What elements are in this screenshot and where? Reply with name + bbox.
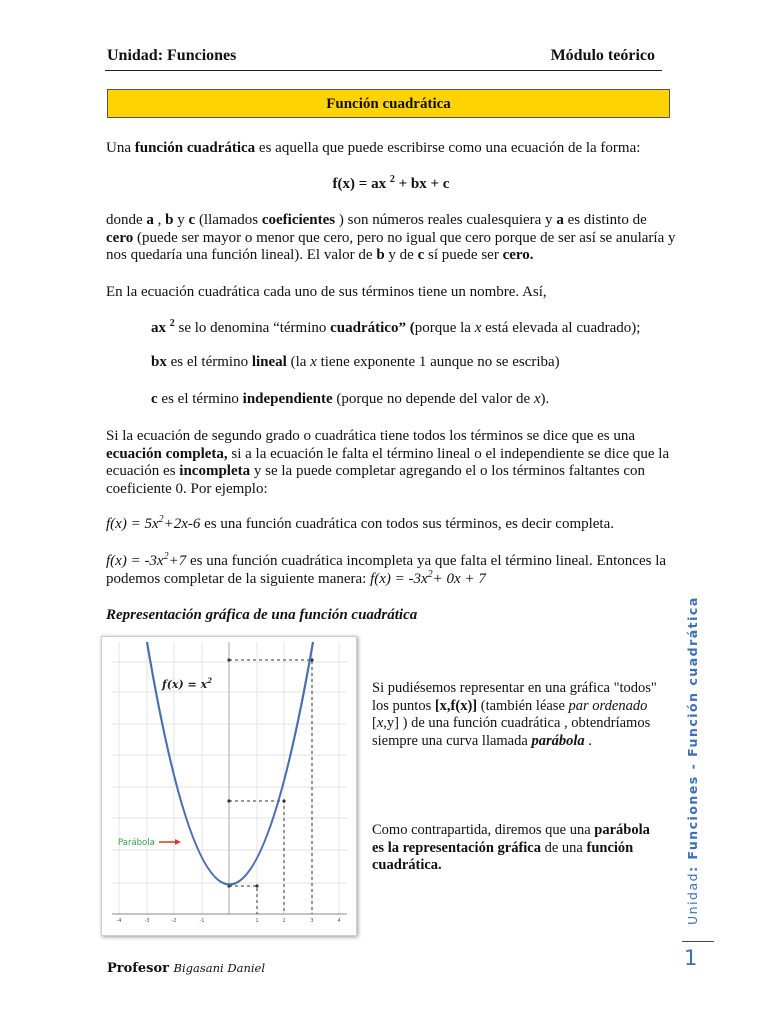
terms-intro: En la ecuación cuadrática cada uno de sus términos tiene un nombre. Así, (106, 284, 547, 300)
svg-text:-1: -1 (199, 918, 205, 924)
term-linear: bx es el término lineal (la x tiene exponente 1 aunque no se escriba) (151, 354, 560, 370)
author-signature: Bigasani Daniel (173, 961, 266, 975)
example-incomplete: $f(x) = -3x^2+7$ es una función cuadrática incompleta ya que falta el término lineal. Entonces la podemos completar de la siguiente manera: $f(x) = -3x^2+ 0x + 7$ (106, 551, 667, 587)
header-unit: Unidad: Funciones (107, 47, 237, 64)
footer-author: Profesor Bigasani Daniel (107, 961, 266, 976)
section-title: Función cuadrática (107, 89, 670, 118)
svg-text:3: 3 (310, 918, 314, 924)
vertical-unit-label: Unidad: Funciones - Función cuadrática (685, 596, 700, 925)
svg-text:4: 4 (337, 918, 341, 924)
parabola-graph-svg (102, 637, 356, 935)
header-module: Módulo teórico (550, 47, 655, 64)
graph-section-heading: Representación gráfica de una función cuadrática (106, 607, 418, 623)
page-number-divider (682, 941, 714, 942)
page-number: 1 (684, 946, 698, 970)
parabola-definition: Como contrapartida, diremos que una parábola es la representación gráfica de una función cuadrática. (372, 822, 650, 873)
points-explanation: Si pudiésemos representar en una gráfica "todos" los puntos [x,f(x)] (también léase par ordenado [x,y] ) de una función cuadrática , obtendríamos siempre una curva llamada parábola . (372, 680, 657, 749)
svg-text:-3: -3 (144, 918, 150, 924)
example-complete: $f(x) = 5x^2+2x-6$ es una función cuadrática con todos sus términos, es decir completa. (106, 514, 615, 532)
svg-text:-2: -2 (171, 918, 177, 924)
intro-paragraph: Una función cuadrática es aquella que puede escribirse como una ecuación de la forma: (106, 140, 641, 156)
parabola-arrow-head (175, 839, 181, 845)
term-independent: c es el término independiente (porque no depende del valor de x). (151, 391, 550, 407)
svg-text:2: 2 (282, 918, 286, 924)
coefficients-paragraph: donde a , b y c (llamados coeficientes ) son números reales cualesquiera y a es distinto de cero (puede ser mayor o menor que cero, pero no igual que cero porque de ser así se anularía y nos quedaría una función lineal). El valor de b y de c sí puede ser cero. (106, 212, 676, 263)
function-label: $f(x) = x^2$ (162, 676, 213, 691)
svg-text:1: 1 (255, 918, 259, 924)
complete-incomplete-paragraph: Si la ecuación de segundo grado o cuadrática tiene todos los términos se dice que es una ecuación completa, si a la ecuación le falta el término lineal o el independiente se dice que la ecuación es incompleta y se la puede completar agregando el o los términos faltantes con coeficiente 0. Por ejemplo: (106, 428, 670, 497)
parabola-graph (101, 636, 357, 936)
parabola-label: Parábola (118, 838, 155, 848)
svg-text:-4: -4 (116, 918, 122, 924)
header-divider (105, 70, 662, 71)
term-quadratic: ax $^2$ se lo denomina “término cuadrático” (porque la x está elevada al cuadrado); (151, 318, 641, 336)
general-formula: f(x) = ax $^2$ + bx + c (332, 174, 450, 192)
